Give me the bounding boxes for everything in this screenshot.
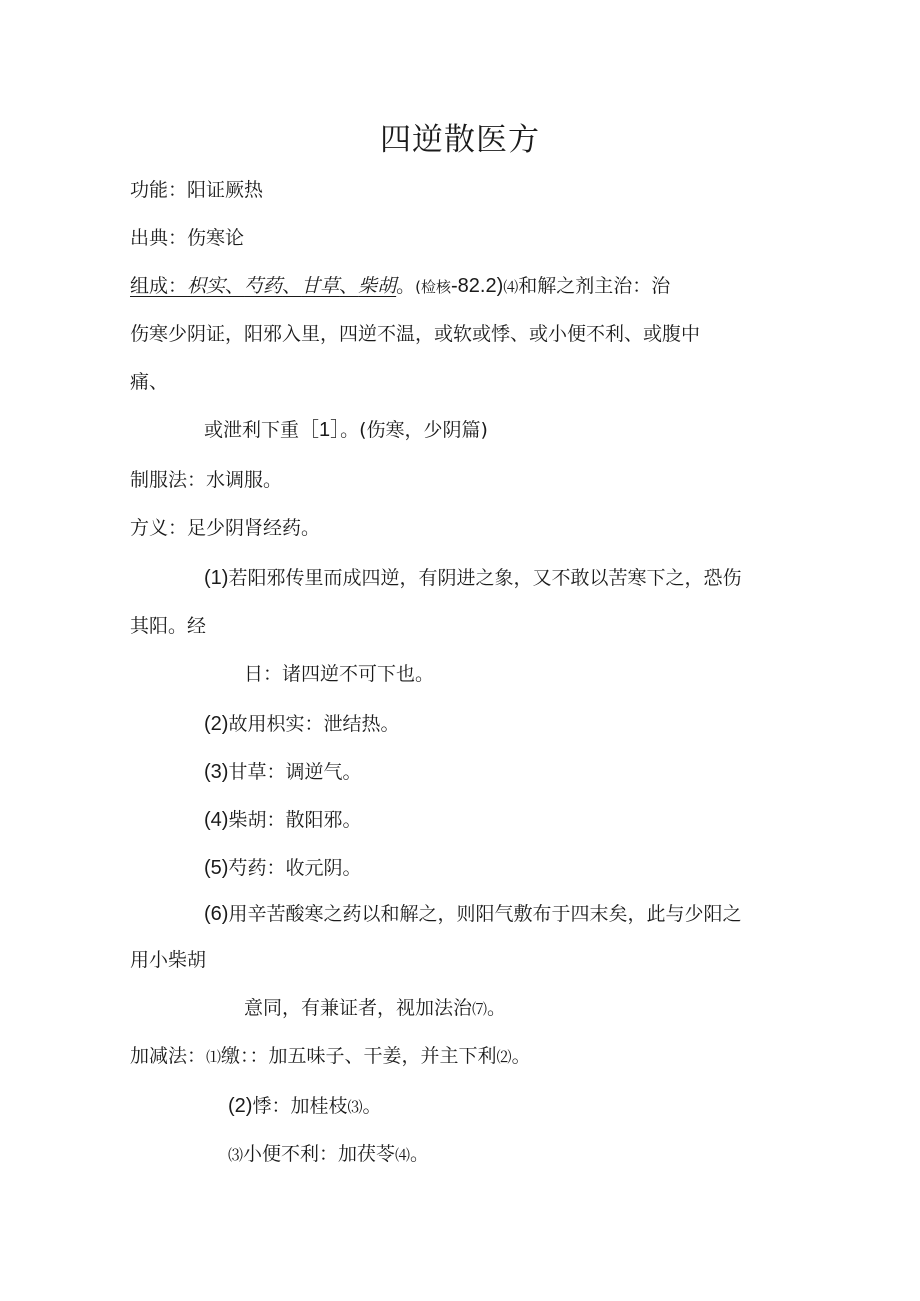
meaning-item-2	[204, 710, 399, 738]
source-label: 出典：	[130, 227, 188, 249]
modification-item-3	[228, 1140, 429, 1169]
item-text: 小便不利：加茯苓	[243, 1143, 396, 1165]
meaning-value: 足少阴肾经药。	[187, 517, 321, 539]
item-text: 柴胡：散阳邪。	[228, 809, 362, 831]
meaning-item-4	[204, 806, 361, 834]
preparation-value: 水调服。	[206, 469, 283, 491]
composition-tail: 和解之剂主治：治	[518, 275, 671, 297]
page-title: 四逆散医方	[380, 122, 540, 158]
preparation-label: 制服法：	[130, 469, 207, 491]
item-text: 甘草：调逆气。	[228, 761, 362, 783]
item-number: (6)	[204, 903, 229, 925]
composition-end: 。	[396, 275, 416, 297]
item-number: (2)	[228, 1095, 253, 1117]
ref-1: ［1］	[299, 419, 341, 441]
item-text: 意同，有兼证者，视加法治	[244, 997, 473, 1019]
check-code: -82.2)	[451, 275, 504, 297]
line4-text: 或泄利下重	[204, 419, 300, 441]
modification-label: 加减法：	[130, 1045, 207, 1067]
item-number: (4)	[204, 809, 229, 831]
ref-2: ⑵	[496, 1048, 512, 1066]
composition-line-3: 痛、	[130, 371, 169, 393]
meaning-item-1-cont: 其阳。经	[130, 615, 207, 637]
function-line	[130, 176, 263, 204]
meaning-item-3	[204, 758, 361, 786]
meaning-item-1-cont2: 日：诸四逆不可下也。	[244, 663, 435, 685]
item-end: 。	[362, 1095, 382, 1117]
source-value: 伤寒论	[187, 227, 245, 249]
item-text: 若阳邪传里而成四逆，有阴进之象，又不敢以苦寒下之，恐伤	[228, 567, 742, 589]
modification-text: 缴：：加五味子、干姜，并主下利	[221, 1045, 497, 1067]
composition-sep: 、	[225, 275, 245, 297]
composition-label: 组成：	[130, 275, 188, 297]
modification-end: 。	[511, 1045, 531, 1067]
item-text: 芍药：收元阴。	[228, 857, 362, 879]
function-value: 阳证厥热	[187, 179, 264, 201]
ref-1: ⑴	[206, 1048, 222, 1066]
item-text: 悸：加桂枝	[252, 1095, 348, 1117]
meaning-item-5	[204, 854, 361, 882]
meaning-line	[130, 514, 320, 542]
item-number: (5)	[204, 857, 229, 879]
herb-gancao: 甘草	[301, 275, 340, 297]
herb-chaihu: 柴胡	[358, 275, 397, 297]
item-number: (1)	[204, 567, 229, 589]
composition-line-2: 伤寒少阴证，阳邪入里，四逆不温，或软或悸、或小便不利、或腹中	[130, 323, 701, 345]
source-line	[130, 224, 244, 252]
ref-7: ⑺	[472, 1000, 488, 1018]
modification-item-2	[228, 1092, 382, 1121]
modification-line	[130, 1042, 531, 1071]
check-open: (检核	[415, 278, 451, 296]
composition-line	[130, 272, 670, 301]
meaning-item-6-cont2	[244, 994, 506, 1023]
ref-3: ⑶	[228, 1146, 244, 1164]
herb-shaoyao: 芍药	[244, 275, 283, 297]
meaning-label: 方义：	[130, 517, 188, 539]
ref-3: ⑶	[347, 1098, 363, 1116]
composition-sep: 、	[339, 275, 359, 297]
item-end: 。	[410, 1143, 430, 1165]
item-number: (3)	[204, 761, 229, 783]
item-text: 故用枳实：泄结热。	[228, 713, 400, 735]
herb-zhishi: 枳实	[187, 275, 226, 297]
ref-4: ⑷	[395, 1146, 411, 1164]
meaning-item-6-cont: 用小柴胡	[130, 949, 207, 971]
composition-sep: 、	[282, 275, 302, 297]
item-end: 。	[487, 997, 507, 1019]
function-label: 功能：	[130, 179, 188, 201]
meaning-item-1	[204, 564, 741, 592]
meaning-item-6	[204, 900, 741, 928]
ref-4: ⑷	[503, 278, 519, 296]
item-text: 用辛苦酸寒之药以和解之，则阳气敷布于四末矣，此与少阳之	[228, 903, 742, 925]
line4-post: 。(伤寒，少阴篇)	[340, 419, 488, 441]
preparation-line	[130, 466, 282, 494]
item-number: (2)	[204, 713, 229, 735]
composition-line-4	[204, 416, 488, 444]
